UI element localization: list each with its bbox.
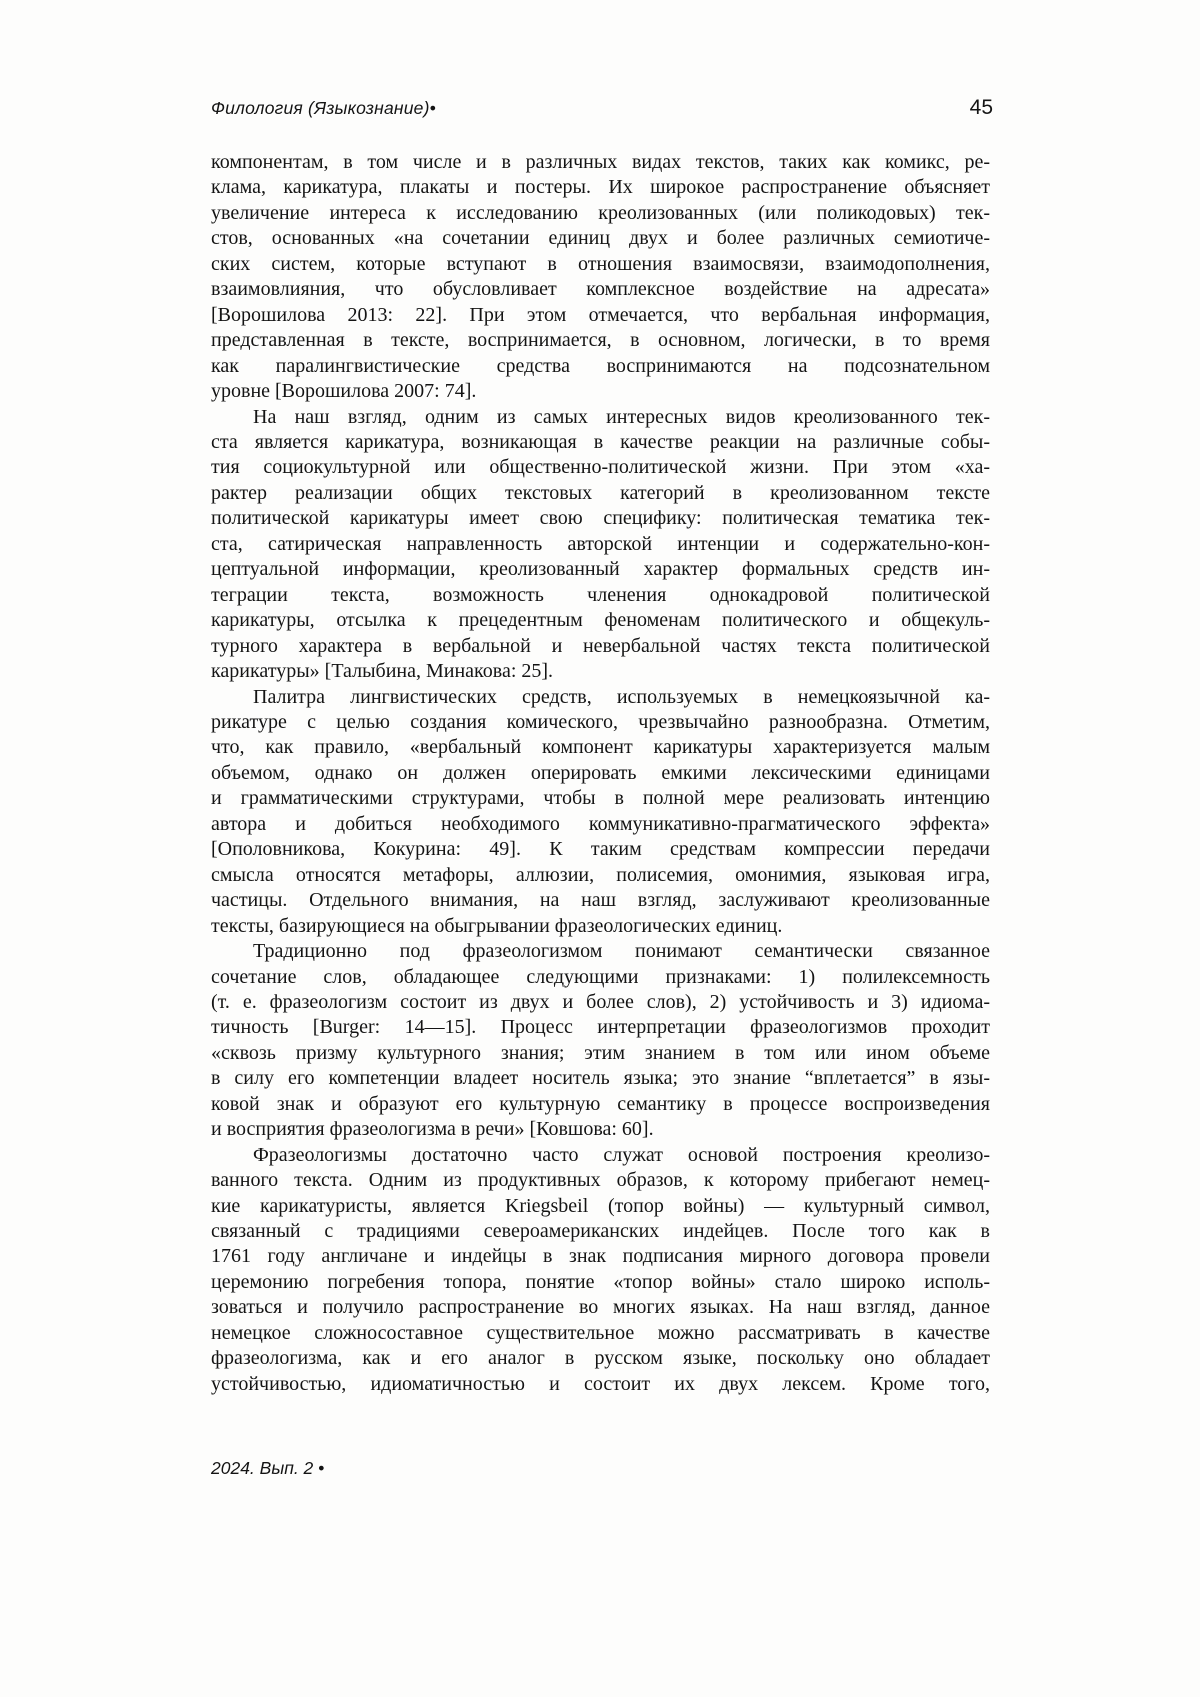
text-line: компонентам, в том числе и в различных видах текстов, таких как комикс, ре- (211, 151, 990, 173)
text-line: Фразеологизмы достаточно часто служат основой построения креолизо- (253, 1143, 990, 1166)
text-line: частицы. Отдельного внимания, на наш взгляд, заслуживают креолизованные (211, 889, 990, 912)
text-line: сочетание слов, обладающее следующими признаками: 1) полилексемность (211, 965, 990, 988)
text-line: [Ополовникова, Кокурина: 49]. К таким средствам компрессии передачи (211, 838, 990, 861)
text-line: смысла относятся метафоры, аллюзии, полисемия, омонимия, языковая игра, (211, 863, 990, 886)
text-line: тия социокультурной или общественно-политической жизни. При этом «ха- (211, 456, 990, 479)
page-number: 45 (969, 96, 993, 119)
text-line: немецкое сложносоставное существительное можно рассматривать в качестве (211, 1321, 990, 1344)
page-body (211, 150, 990, 1397)
text-line: 1761 году англичане и индейцы в знак подписания мирного договора провели (211, 1245, 990, 1268)
text-line: в силу его компетенции владеет носитель языка; это знание “вплетается” в язы- (211, 1067, 990, 1090)
text-line: политической карикатуры имеет свою специфику: политическая тематика тек- (211, 507, 990, 530)
text-line: тексты, базирующиеся на обыгрывании фразеологических единиц. (211, 914, 783, 937)
text-line: уровне [Ворошилова 2007: 74]. (211, 380, 477, 403)
text-line: фразеологизма, как и его аналог в русском языке, поскольку оно обладает (211, 1347, 990, 1370)
text-line: клама, карикатура, плакаты и постеры. Их широкое распространение объясняет (211, 176, 990, 199)
text-line: турного характера в вербальной и невербальной частях текста политической (211, 634, 990, 657)
text-line: ковой знак и образуют его культурную семантику в процессе воспроизведения (211, 1092, 990, 1115)
text-line: что, как правило, «вербальный компонент карикатуры характеризуется малым (211, 736, 990, 759)
text-line: тичность [Burger: 14—15]. Процесс интерпретации фразеологизмов проходит (211, 1016, 990, 1039)
text-line: цептуальной информации, креолизованный характер формальных средств ин- (211, 558, 990, 581)
text-line: увеличение интереса к исследованию креолизованных (или поликодовых) тек- (211, 201, 990, 224)
text-line: как паралингвистические средства воспринимаются на подсознательном (211, 354, 990, 377)
text-line: автора и добиться необходимого коммуникативно-прагматического эффекта» (211, 812, 990, 835)
text-line: теграции текста, возможность членения однокадровой политической (211, 583, 990, 606)
text-line: ста является карикатура, возникающая в качестве реакции на различные собы- (211, 430, 990, 453)
paragraph (211, 150, 990, 405)
text-line: взаимовлияния, что обусловливает комплексное воздействие на адресата» (211, 278, 990, 301)
paragraph (211, 1143, 990, 1398)
journal-section-title: Филология (Языкознание)• (211, 98, 436, 118)
text-line: устойчивостью, идиоматичностью и состоит их двух лексем. Кроме того, (211, 1372, 990, 1395)
text-line: стов, основанных «на сочетании единиц двух и более различных семиотиче- (211, 227, 990, 250)
text-line: и восприятия фразеологизма в речи» [Ковшова: 60]. (211, 1118, 654, 1141)
paragraph (211, 939, 990, 1143)
text-line: рактер реализации общих текстовых категорий в креолизованном тексте (211, 481, 990, 504)
text-line: представленная в тексте, воспринимается, в основном, логически, в то время (211, 329, 990, 352)
page-header (211, 96, 993, 120)
text-line: ста, сатирическая направленность авторской интенции и содержательно-кон- (211, 532, 990, 555)
text-line: зоваться и получило распространение во многих языках. На наш взгляд, данное (211, 1296, 990, 1319)
text-line: На наш взгляд, одним из самых интересных видов креолизованного тек- (253, 405, 990, 428)
text-line: [Ворошилова 2013: 22]. При этом отмечается, что вербальная информация, (211, 303, 990, 326)
text-line: рикатуре с целью создания комического, чрезвычайно разнообразна. Отметим, (211, 710, 990, 733)
text-line: церемонию погребения топора, понятие «топор войны» стало широко исполь- (211, 1270, 990, 1293)
text-line: (т. е. фразеологизм состоит из двух и более слов), 2) устойчивость и 3) идиома- (211, 990, 990, 1013)
text-line: карикатуры, отсылка к прецедентным феноменам политического и общекуль- (211, 609, 990, 632)
paragraph (211, 685, 990, 940)
text-line: кие карикатуристы, является Kriegsbeil (топор войны) — культурный символ, (211, 1194, 990, 1217)
text-line: связанный с традициями североамериканских индейцев. После того как в (211, 1220, 990, 1243)
text-line: ванного текста. Одним из продуктивных образов, к которому прибегают немец- (211, 1169, 990, 1192)
text-line: ских систем, которые вступают в отношения взаимосвязи, взаимодополнения, (211, 252, 990, 275)
text-line: Традиционно под фразеологизмом понимают семантически связанное (253, 940, 990, 963)
text-line: карикатуры» [Талыбина, Минакова: 25]. (211, 660, 554, 683)
paragraph (211, 405, 990, 685)
text-line: объемом, однако он должен оперировать емкими лексическими единицами (211, 761, 990, 784)
footer-issue: 2024. Вып. 2 • (211, 1458, 325, 1478)
text-line: Палитра лингвистических средств, используемых в немецкоязычной ка- (253, 685, 990, 708)
text-line: «сквозь призму культурного знания; этим знанием в том или ином объеме (211, 1041, 990, 1064)
text-line: и грамматическими структурами, чтобы в полной мере реализовать интенцию (211, 787, 990, 810)
